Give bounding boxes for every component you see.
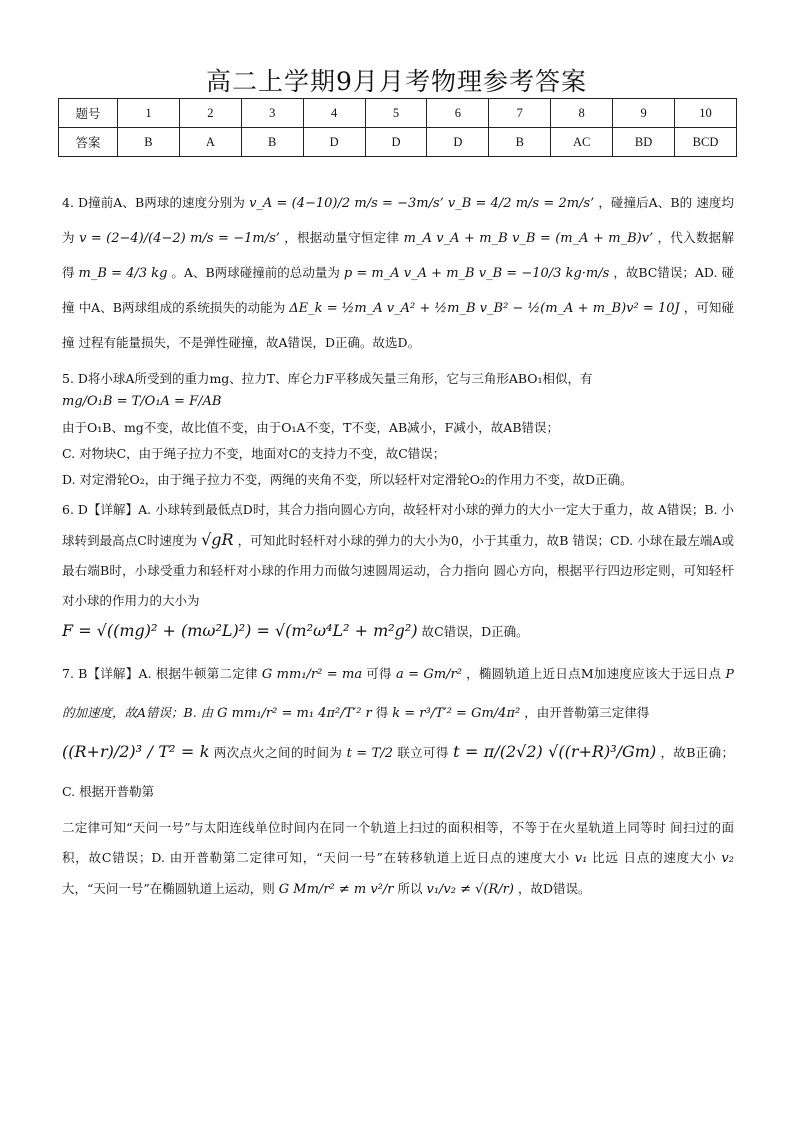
q7-text: ，故D错误。 bbox=[517, 881, 591, 896]
formula-momentum: m_A v_A + m_B v_B = (m_A + m_B)v’ bbox=[403, 231, 654, 246]
table-cell: D bbox=[427, 128, 489, 157]
formula-p: p = m_A v_A + m_B v_B = −10/3 kg·m/s bbox=[343, 266, 610, 281]
solution-q6 bbox=[62, 495, 734, 647]
q7-text: ，由开普勒第三定律得 bbox=[524, 705, 650, 720]
q4-text: 速度均为 bbox=[62, 195, 735, 245]
formula-v1: v₁ bbox=[574, 851, 588, 866]
formula-centripetal: G Mm/r² ≠ m v²/r bbox=[278, 882, 394, 897]
solution-q5 bbox=[62, 368, 734, 413]
answer-table bbox=[58, 98, 737, 157]
q7-text: 可得 bbox=[366, 666, 392, 681]
formula-vB: v_B = 4/2 m/s = 2m/s’ bbox=[447, 196, 595, 211]
row-label-answer: 答案 bbox=[59, 128, 118, 157]
formula-acceleration: a = Gm/r² bbox=[396, 667, 462, 682]
q4-text: ，代入数据解得 bbox=[62, 230, 734, 280]
q7-text: 二定律可知“天问一号”与太阳连线单位时间内在同一个轨道上扫过的面积相等，不等于在火星轨道上同等时 bbox=[62, 820, 666, 835]
formula-delta-ek: ΔE_k = ½m_A v_A² + ½m_B v_B² − ½(m_A + m_B)v² = 10J bbox=[289, 301, 680, 316]
q7-text: ，椭圆轨道上近日点M加速度应该大于远日点 bbox=[466, 666, 722, 681]
q7-text: 7. B【详解】A. 根据牛顿第二定律 bbox=[62, 666, 258, 681]
formula-force: F = √((mg)² + (mω²L)²) = √(m²ω⁴L² + m²g²) bbox=[62, 621, 418, 640]
q5-line: C. 对物块C，由于绳子拉力不变，地面对C的支持力不变，故C错误； bbox=[62, 446, 446, 461]
q4-text: ，碰撞后A、B的 bbox=[598, 195, 693, 210]
q4-text: 。A、B两球碰撞前的总动量为 bbox=[171, 265, 340, 280]
row-label-question: 题号 bbox=[59, 99, 118, 128]
table-cell: B bbox=[118, 128, 180, 157]
formula-k: k = r³/T′² = Gm/4π² bbox=[392, 706, 521, 721]
q4-text: ，故BC错误；AD. 碰撞 bbox=[62, 265, 734, 315]
q7-text: P的加速度，故A错误；B. 由 bbox=[62, 666, 734, 720]
table-cell: 3 bbox=[241, 99, 303, 128]
q6-text: 错误；CD. 小球在最左端A或最右端B时，小球受重力和轻杆对小球的作用力而做匀速圆周运动，合力指向 bbox=[62, 533, 734, 578]
solution-q7 bbox=[62, 655, 734, 811]
q7-text: 日点的速度大小 bbox=[623, 850, 717, 865]
q7-text: ，故B正确；C. 根据开普勒第 bbox=[62, 745, 734, 799]
table-cell: 10 bbox=[675, 99, 737, 128]
formula-mB: m_B = 4/3 kg bbox=[78, 266, 168, 281]
formula-vA: v_A = (4−10)/2 m/s = −3m/s’ bbox=[249, 196, 444, 211]
table-cell: D bbox=[303, 128, 365, 157]
table-cell: 6 bbox=[427, 99, 489, 128]
table-cell: 2 bbox=[179, 99, 241, 128]
table-cell: A bbox=[179, 128, 241, 157]
table-row bbox=[59, 99, 737, 128]
table-cell: 1 bbox=[118, 99, 180, 128]
q7-text: 比远 bbox=[592, 850, 619, 865]
formula-kepler: ((R+r)/2)³ / T² = k bbox=[62, 742, 210, 761]
page-title: 高二上学期9月月考物理参考答案 bbox=[206, 67, 587, 96]
table-cell: AC bbox=[551, 128, 613, 157]
solution-body bbox=[62, 186, 734, 909]
table-cell: 8 bbox=[551, 99, 613, 128]
q4-text: 过程有能量损失，不是弹性碰撞，故A错误，D正确。故选D。 bbox=[78, 335, 421, 350]
q5-line: D. 对定滑轮O₂，由于绳子拉力不变，两绳的夹角不变，所以轻杆对定滑轮O₂的作用力不变，故D正确。 bbox=[62, 472, 633, 487]
q6-text: ，可知此时轻杆对小球的弹力的大小为0，小于其重力，故B bbox=[237, 533, 569, 548]
table-cell: 5 bbox=[365, 99, 427, 128]
q7-text: 大，“天问一号”在椭圆轨道上运动，则 bbox=[62, 881, 275, 896]
formula-sqrt-gR: √gR bbox=[201, 530, 234, 549]
formula-v: v = (2−4)/(4−2) m/s = −1m/s’ bbox=[79, 231, 280, 246]
q4-text: ，可知碰撞 bbox=[62, 300, 734, 350]
table-cell: BCD bbox=[675, 128, 737, 157]
table-cell: B bbox=[241, 128, 303, 157]
table-cell: B bbox=[489, 128, 551, 157]
q4-text: 4. D撞前A、B两球的速度分别为 bbox=[62, 195, 245, 210]
table-cell: 4 bbox=[303, 99, 365, 128]
q4-text: 中A、B两球组成的系统损失的动能为 bbox=[78, 300, 286, 315]
q6-text: 圆心方向，根据平行四边形定则，可知轻杆对小球的作用力的大小为 bbox=[62, 563, 734, 608]
formula-gravitation: G mm₁/r² = m₁ 4π²/T′² r bbox=[217, 706, 372, 721]
formula-half-period: t = T/2 bbox=[346, 746, 393, 761]
formula-time: t = π/(2√2) √((r+R)³/Gm) bbox=[453, 742, 657, 761]
q6-text: 6. D【详解】A. 小球转到最低点D时，其合力指向圆心方向，故轻杆对小球的弹力的大小一定大于重力，故 bbox=[62, 502, 654, 517]
q7-text: 联立可得 bbox=[397, 745, 449, 760]
table-row bbox=[59, 128, 737, 157]
q7-text: 两次点火之间的时间为 bbox=[213, 745, 343, 760]
formula-v2: v₂ bbox=[721, 851, 734, 866]
q7-text: 得 bbox=[375, 705, 389, 720]
solution-q4 bbox=[62, 186, 734, 360]
q5-line: 由于O₁B、mg不变，故比值不变，由于O₁A不变，T不变，AB减小，F减小，故AB错误； bbox=[62, 420, 560, 435]
q5-text: 5. D将小球A所受到的重力mg、拉力T、库仑力F平移成矢量三角形，它与三角形ABO₁相似，有 bbox=[62, 371, 593, 386]
q6-text: 故C错误，D正确。 bbox=[421, 624, 529, 639]
formula-newton: G mm₁/r² = ma bbox=[261, 667, 363, 682]
formula-similar-triangle: mg/O₁B = T/O₁A = F/AB bbox=[62, 394, 222, 409]
q7-text: 所以 bbox=[397, 881, 423, 896]
solution-q7-cont bbox=[62, 813, 734, 905]
q6-text: A错误；B. 小球转到最高点C时速度为 bbox=[62, 502, 735, 548]
table-cell: BD bbox=[613, 128, 675, 157]
table-cell: 9 bbox=[613, 99, 675, 128]
table-cell: D bbox=[365, 128, 427, 157]
q4-text: ，根据动量守恒定律 bbox=[284, 230, 400, 245]
q7-text: 间扫过的面积，故C错误；D. 由开普勒第二定律可知，“天问一号”在转移轨道上近日点的速度大小 bbox=[62, 820, 734, 865]
formula-velocity-ratio: v₁/v₂ ≠ √(R/r) bbox=[426, 882, 514, 897]
table-cell: 7 bbox=[489, 99, 551, 128]
